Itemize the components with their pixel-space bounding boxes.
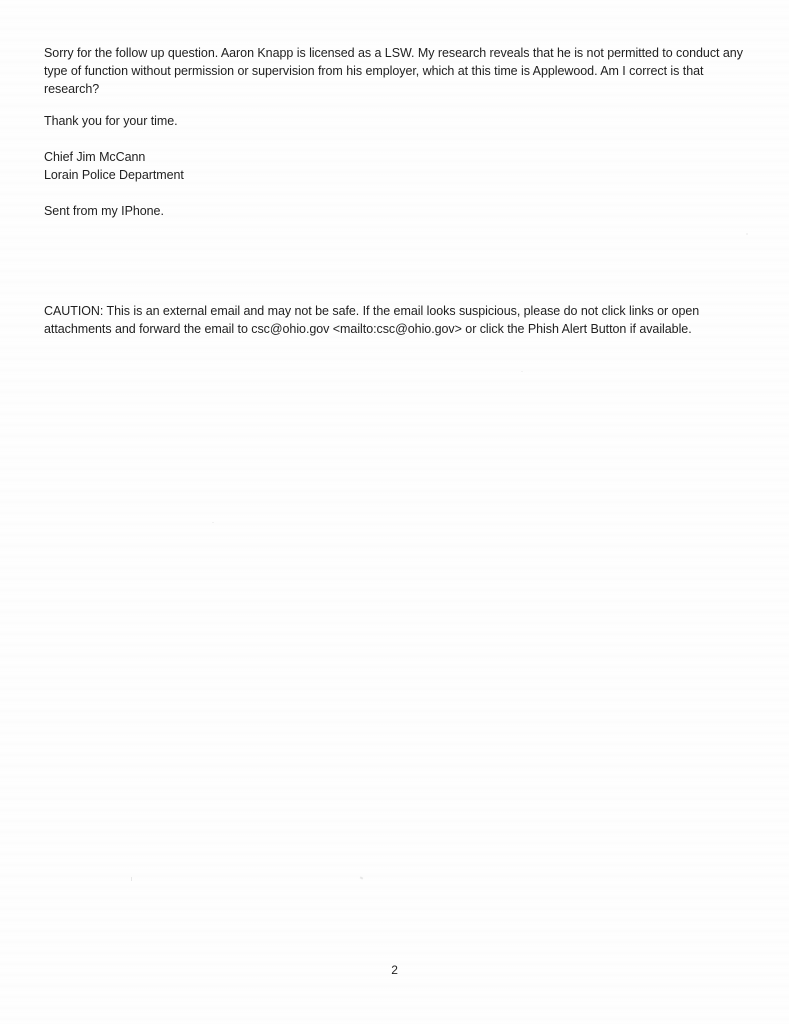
signature-organization: Lorain Police Department bbox=[44, 168, 184, 182]
scan-speck bbox=[521, 371, 523, 372]
scan-speck bbox=[360, 876, 364, 879]
email-body-paragraph: Sorry for the follow up question. Aaron Knapp is licensed as a LSW. My research reveals that he is not permitted to conduct any type of function without permission or supervision from his employer, which at this time is Applewood. Am I correct is that research? bbox=[44, 46, 743, 96]
signature-name: Chief Jim McCann bbox=[44, 150, 146, 164]
scan-speck bbox=[212, 522, 214, 523]
email-signature bbox=[44, 148, 754, 184]
email-thanks-line: Thank you for your time. bbox=[44, 114, 178, 128]
sent-from-line: Sent from my IPhone. bbox=[44, 204, 164, 218]
scan-speck bbox=[746, 233, 748, 235]
page-number: 2 bbox=[391, 963, 398, 977]
external-email-caution-notice: CAUTION: This is an external email and may not be safe. If the email looks suspicious, please do not click links or open attachments and forward the email to csc@ohio.gov <mailto:csc@ohio.gov> or click the Phish Alert Button if available. bbox=[44, 304, 700, 336]
scan-speck bbox=[131, 877, 132, 881]
